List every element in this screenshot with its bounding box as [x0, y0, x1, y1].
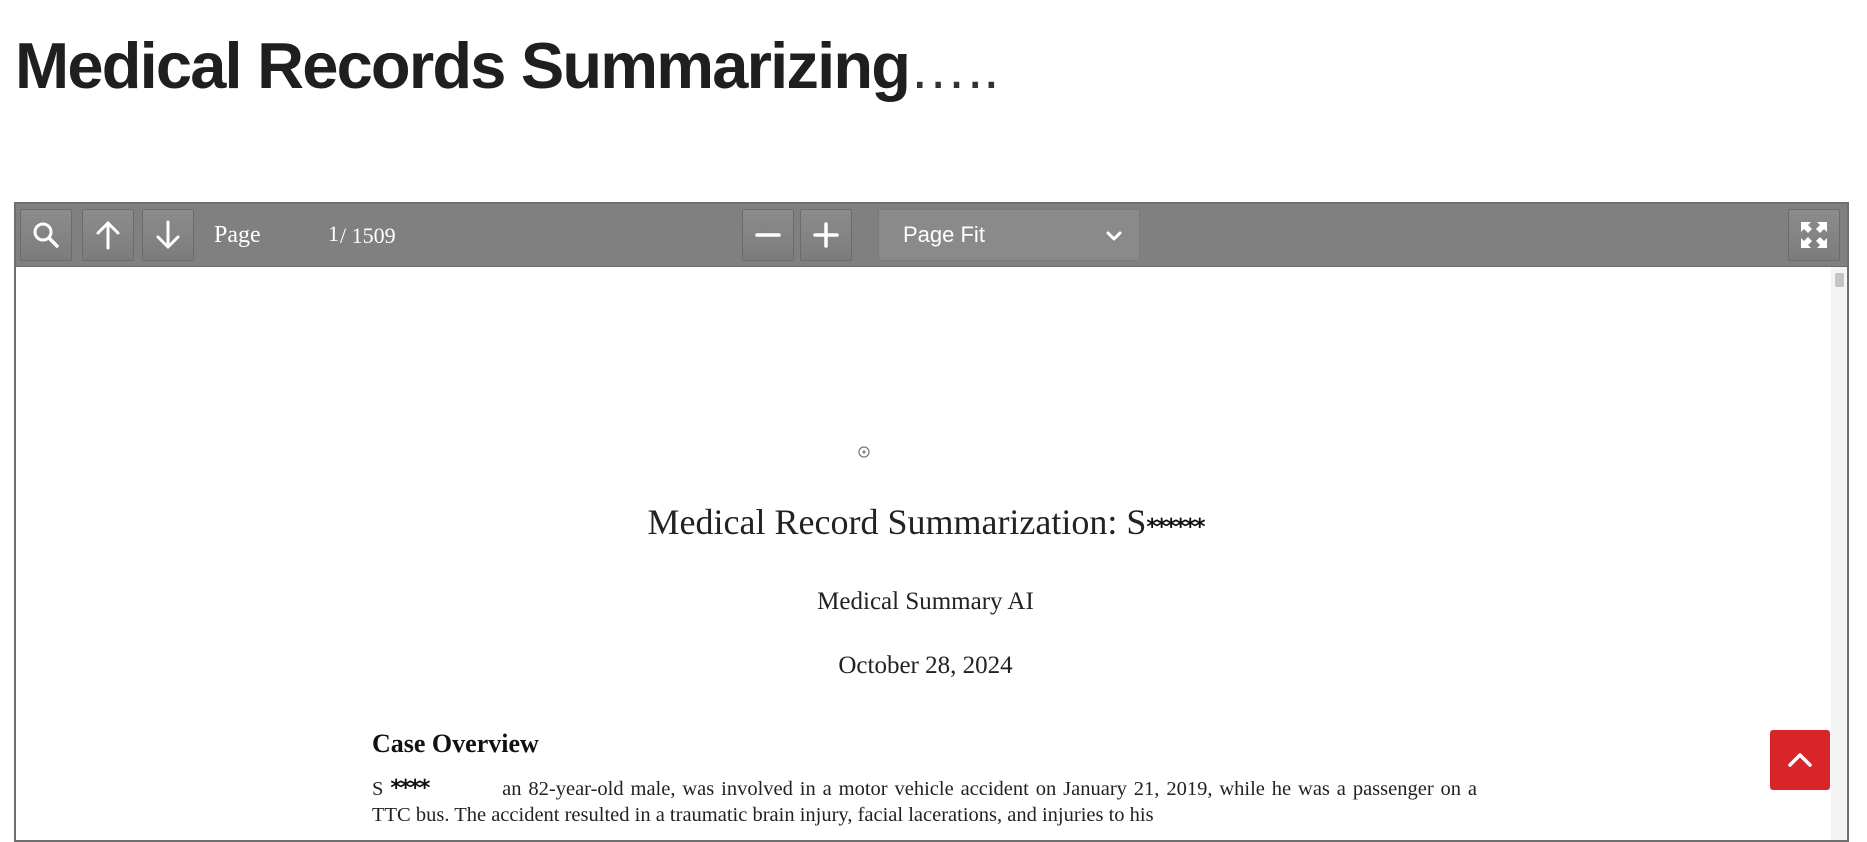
page-label: Page	[214, 222, 261, 248]
section-heading: Case Overview	[372, 729, 539, 758]
document-author: Medical Summary AI	[817, 588, 1034, 615]
pdf-toolbar	[16, 204, 1847, 267]
fullscreen-button[interactable]	[1788, 209, 1840, 261]
page-number-input[interactable]	[301, 217, 339, 251]
document-title	[16, 501, 1835, 543]
zoom-out-button[interactable]	[742, 209, 794, 261]
case-overview-paragraph	[372, 776, 1477, 828]
para-prefix: S	[372, 778, 384, 800]
arrow-down-icon	[153, 219, 183, 251]
zoom-select[interactable]	[878, 209, 1140, 261]
search-icon	[31, 220, 61, 250]
page-title	[15, 30, 999, 102]
arrow-up-icon	[93, 219, 123, 251]
plus-icon	[811, 220, 841, 250]
scrollbar-thumb[interactable]	[1835, 273, 1844, 287]
zoom-select-value: Page Fit	[903, 222, 985, 247]
chevron-down-icon	[1105, 227, 1123, 245]
redacted-name: ******	[1146, 515, 1204, 540]
fullscreen-icon	[1798, 219, 1830, 251]
chevron-up-icon	[1785, 745, 1815, 775]
page-count: / 1509	[340, 223, 396, 248]
document-title-text: Medical Record Summarization: S	[647, 502, 1147, 542]
para-line-2: passenger on a TTC bus. The accident resulted in a traumatic brain injury, facial lacerations, and injuries to his	[372, 778, 1478, 826]
document-page[interactable]	[16, 267, 1831, 840]
hand-cursor-icon	[856, 444, 872, 460]
search-button[interactable]	[20, 209, 72, 261]
next-page-button[interactable]	[142, 209, 194, 261]
back-to-top-button[interactable]	[1770, 730, 1830, 790]
minus-icon	[753, 220, 783, 250]
page-title-dots: …..	[909, 36, 1000, 101]
vertical-scrollbar[interactable]	[1831, 267, 1847, 840]
document-date: October 28, 2024	[838, 652, 1013, 679]
page-title-text: Medical Records Summarizing	[15, 29, 910, 102]
previous-page-button[interactable]	[82, 209, 134, 261]
redacted-name: ****	[390, 776, 429, 801]
para-line-1: an 82-year-old male, was involved in a motor vehicle accident on January 21, 2019, while he was a	[502, 778, 1346, 800]
pdf-viewer	[14, 202, 1849, 842]
zoom-in-button[interactable]	[800, 209, 852, 261]
